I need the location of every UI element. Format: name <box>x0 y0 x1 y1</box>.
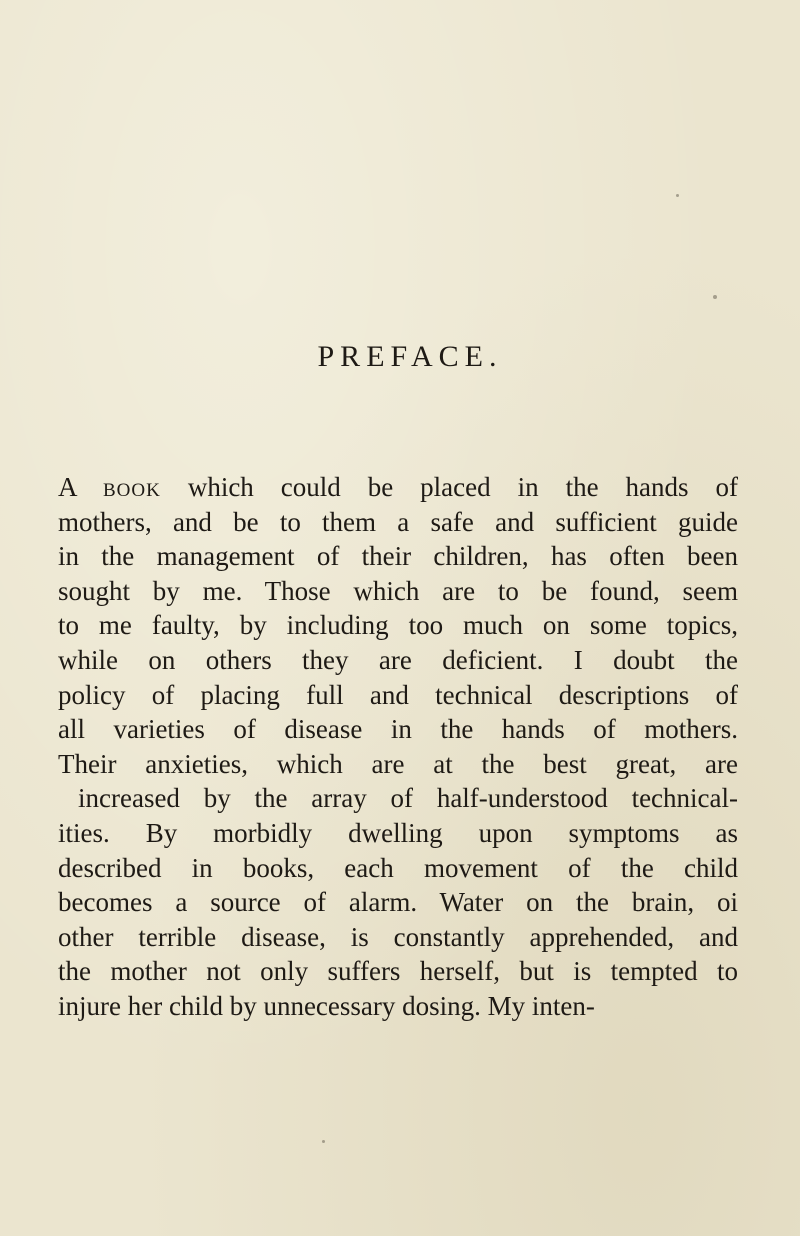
paragraph-line: sought by me. Those which are to be found, seem <box>58 575 738 606</box>
paper-speck <box>713 295 717 299</box>
first-word: A <box>58 472 77 502</box>
paragraph-line: while on others they are deficient. I doubt the <box>58 644 738 675</box>
preface-paragraph <box>58 470 738 1024</box>
paragraph-line: described in books, each movement of the child <box>58 852 738 883</box>
paper-speck <box>676 194 679 197</box>
paragraph-line: mothers, and be to them a safe and sufficient guide <box>58 506 738 537</box>
first-word-smallcaps: book <box>103 472 161 502</box>
paragraph-line: in the management of their children, has often been <box>58 541 738 572</box>
paragraph-line: ities. By morbidly dwelling upon symptoms as <box>58 817 738 848</box>
paragraph-line: Their anxieties, which are at the best great, are <box>58 748 738 779</box>
paragraph-line: the mother not only suffers herself, but is tempted to <box>58 956 738 987</box>
paragraph-line: to me faulty, by including too much on some topics, <box>58 610 738 641</box>
paragraph-line: all varieties of disease in the hands of mothers. <box>58 714 738 745</box>
paragraph-line: increased by the array of half-understood technical- <box>78 783 738 814</box>
line-1-rest: which could be placed in the hands of <box>160 472 738 502</box>
paragraph-line: injure her child by unnecessary dosing. My inten- <box>58 990 595 1021</box>
paragraph-line: policy of placing full and technical descriptions of <box>58 679 738 710</box>
preface-heading: PREFACE. <box>317 340 503 373</box>
paper-speck <box>322 1140 325 1143</box>
paragraph-line: other terrible disease, is constantly apprehended, and <box>58 921 738 952</box>
paragraph-line-1 <box>58 470 738 505</box>
paragraph-line: becomes a source of alarm. Water on the brain, oi <box>58 887 738 918</box>
